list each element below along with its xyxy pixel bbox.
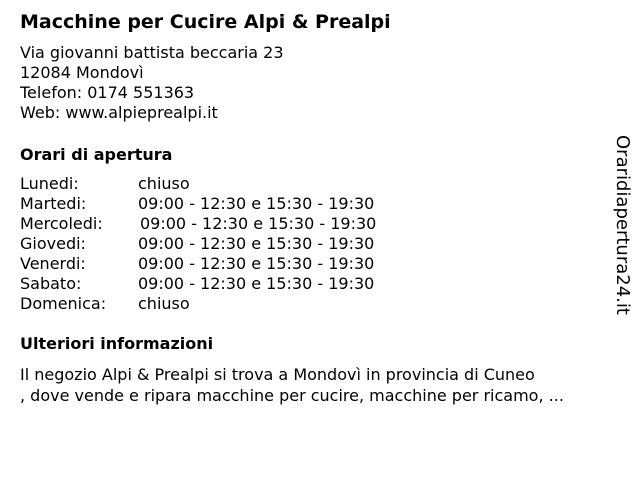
- day-hours: chiuso: [138, 174, 190, 193]
- more-info-heading: Ulteriori informazioni: [20, 334, 214, 353]
- address-city: 12084 Mondovì: [20, 63, 144, 82]
- day-label: Sabato:: [20, 274, 82, 293]
- address-street: Via giovanni battista beccaria 23: [20, 43, 284, 62]
- day-hours: 09:00 - 12:30 e 15:30 - 19:30: [138, 194, 375, 213]
- day-label: Lunedi:: [20, 174, 79, 193]
- store-contact: [20, 43, 284, 123]
- day-label: Venerdi:: [20, 254, 86, 273]
- day-hours: 09:00 - 12:30 e 15:30 - 19:30: [138, 274, 375, 293]
- store-name: Macchine per Cucire Alpi & Prealpi: [20, 11, 391, 33]
- opening-hours-heading: Orari di apertura: [20, 145, 173, 164]
- day-hours: chiuso: [138, 294, 190, 313]
- day-hours: 09:00 - 12:30 e 15:30 - 19:30: [138, 234, 375, 253]
- info-line: , dove vende e ripara macchine per cucire, macchine per ricamo, ...: [20, 386, 564, 405]
- phone-line: Telefon: 0174 551363: [20, 83, 195, 102]
- day-label: Mercoledi:: [20, 214, 103, 233]
- day-hours: 09:00 - 12:30 e 15:30 - 19:30: [140, 214, 377, 233]
- site-brand-vertical: [612, 135, 638, 315]
- site-brand-text: Oraridiapertura24.it: [612, 135, 633, 315]
- day-label: Domenica:: [20, 294, 107, 313]
- more-info-text: [20, 364, 564, 406]
- day-label: Martedi:: [20, 194, 87, 213]
- web-line: Web: www.alpieprealpi.it: [20, 103, 218, 122]
- info-line: Il negozio Alpi & Prealpi si trova a Mondovì in provincia di Cuneo: [20, 365, 535, 384]
- day-label: Giovedi:: [20, 234, 86, 253]
- day-hours: 09:00 - 12:30 e 15:30 - 19:30: [138, 254, 375, 273]
